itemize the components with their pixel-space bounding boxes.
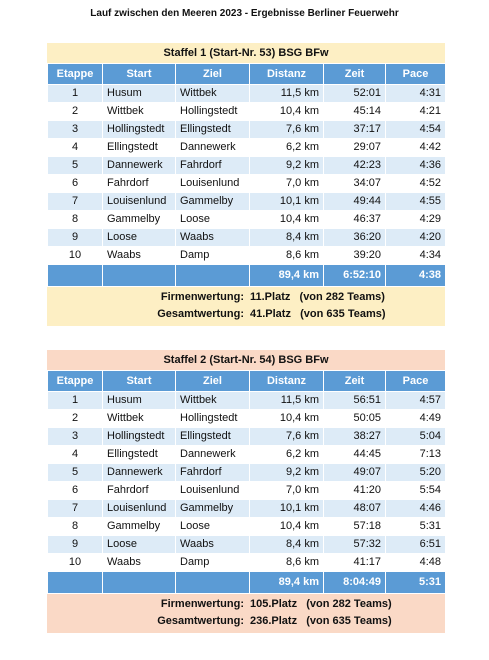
cell-etappe: 5 bbox=[48, 157, 103, 175]
firmenwertung-label: Firmenwertung: bbox=[160, 598, 244, 610]
cell-start: Waabs bbox=[103, 554, 176, 572]
col-distanz: Distanz bbox=[250, 371, 324, 392]
cell-start: Gammelby bbox=[103, 211, 176, 229]
cell-etappe: 10 bbox=[48, 554, 103, 572]
cell-zeit: 52:01 bbox=[324, 85, 386, 103]
total-empty bbox=[48, 572, 103, 594]
table-row bbox=[48, 536, 446, 554]
cell-pace: 5:04 bbox=[386, 428, 446, 446]
cell-zeit: 41:20 bbox=[324, 482, 386, 500]
cell-zeit: 49:07 bbox=[324, 464, 386, 482]
firmenwertung-value: 105.Platz (von 282 Teams) bbox=[250, 598, 392, 610]
total-pace: 4:38 bbox=[386, 265, 446, 287]
relay-1-block bbox=[47, 43, 445, 326]
table-row bbox=[48, 446, 446, 464]
cell-pace: 7:13 bbox=[386, 446, 446, 464]
cell-distanz: 11,5 km bbox=[250, 392, 324, 410]
table-row bbox=[48, 247, 446, 265]
table-row bbox=[48, 193, 446, 211]
table-row bbox=[48, 428, 446, 446]
cell-etappe: 3 bbox=[48, 121, 103, 139]
cell-zeit: 45:14 bbox=[324, 103, 386, 121]
cell-etappe: 7 bbox=[48, 193, 103, 211]
gesamtwertung-label: Gesamtwertung: bbox=[157, 615, 244, 627]
cell-etappe: 9 bbox=[48, 536, 103, 554]
cell-etappe: 2 bbox=[48, 410, 103, 428]
cell-ziel: Dannewerk bbox=[176, 139, 250, 157]
cell-distanz: 8,4 km bbox=[250, 229, 324, 247]
cell-distanz: 10,4 km bbox=[250, 518, 324, 536]
cell-zeit: 56:51 bbox=[324, 392, 386, 410]
cell-start: Wittbek bbox=[103, 410, 176, 428]
cell-etappe: 4 bbox=[48, 446, 103, 464]
cell-etappe: 8 bbox=[48, 518, 103, 536]
table-row bbox=[48, 554, 446, 572]
cell-pace: 4:46 bbox=[386, 500, 446, 518]
total-empty bbox=[103, 572, 176, 594]
gesamtwertung-line bbox=[47, 306, 445, 323]
cell-pace: 4:42 bbox=[386, 139, 446, 157]
col-pace: Pace bbox=[386, 64, 446, 85]
total-row bbox=[48, 265, 446, 287]
col-pace: Pace bbox=[386, 371, 446, 392]
total-empty bbox=[48, 265, 103, 287]
cell-zeit: 34:07 bbox=[324, 175, 386, 193]
total-empty bbox=[103, 265, 176, 287]
cell-etappe: 6 bbox=[48, 482, 103, 500]
cell-etappe: 7 bbox=[48, 500, 103, 518]
cell-distanz: 10,4 km bbox=[250, 211, 324, 229]
page-title: Lauf zwischen den Meeren 2023 - Ergebnisse Berliner Feuerwehr bbox=[90, 8, 399, 19]
cell-etappe: 9 bbox=[48, 229, 103, 247]
cell-etappe: 1 bbox=[48, 85, 103, 103]
cell-distanz: 10,4 km bbox=[250, 410, 324, 428]
table-row bbox=[48, 139, 446, 157]
cell-zeit: 39:20 bbox=[324, 247, 386, 265]
gesamtwertung-line bbox=[47, 613, 445, 630]
gesamtwertung-value: 41.Platz (von 635 Teams) bbox=[250, 308, 386, 320]
cell-ziel: Damp bbox=[176, 247, 250, 265]
cell-distanz: 9,2 km bbox=[250, 157, 324, 175]
total-empty bbox=[176, 572, 250, 594]
cell-pace: 4:54 bbox=[386, 121, 446, 139]
firmenwertung-value: 11.Platz (von 282 Teams) bbox=[250, 291, 385, 303]
cell-distanz: 7,6 km bbox=[250, 428, 324, 446]
total-row bbox=[48, 572, 446, 594]
relay-table bbox=[47, 63, 446, 287]
col-start: Start bbox=[103, 64, 176, 85]
cell-ziel: Wittbek bbox=[176, 392, 250, 410]
cell-ziel: Louisenlund bbox=[176, 482, 250, 500]
firmenwertung-line bbox=[47, 289, 445, 306]
table-row bbox=[48, 482, 446, 500]
cell-etappe: 3 bbox=[48, 428, 103, 446]
cell-distanz: 6,2 km bbox=[250, 446, 324, 464]
cell-ziel: Hollingstedt bbox=[176, 410, 250, 428]
cell-pace: 4:57 bbox=[386, 392, 446, 410]
table-row bbox=[48, 464, 446, 482]
cell-etappe: 6 bbox=[48, 175, 103, 193]
cell-zeit: 44:45 bbox=[324, 446, 386, 464]
cell-zeit: 38:27 bbox=[324, 428, 386, 446]
relay-2-block bbox=[47, 350, 445, 633]
firmenwertung-label: Firmenwertung: bbox=[160, 291, 244, 303]
cell-ziel: Dannewerk bbox=[176, 446, 250, 464]
cell-etappe: 8 bbox=[48, 211, 103, 229]
cell-pace: 4:36 bbox=[386, 157, 446, 175]
cell-start: Loose bbox=[103, 229, 176, 247]
table-row bbox=[48, 121, 446, 139]
cell-pace: 5:54 bbox=[386, 482, 446, 500]
cell-distanz: 10,1 km bbox=[250, 193, 324, 211]
cell-distanz: 7,0 km bbox=[250, 175, 324, 193]
table-row bbox=[48, 229, 446, 247]
col-zeit: Zeit bbox=[324, 64, 386, 85]
total-empty bbox=[176, 265, 250, 287]
total-time: 8:04:49 bbox=[324, 572, 386, 594]
col-etappe: Etappe bbox=[48, 64, 103, 85]
table-row bbox=[48, 85, 446, 103]
cell-start: Ellingstedt bbox=[103, 139, 176, 157]
cell-zeit: 42:23 bbox=[324, 157, 386, 175]
table-row bbox=[48, 175, 446, 193]
cell-ziel: Gammelby bbox=[176, 500, 250, 518]
cell-etappe: 10 bbox=[48, 247, 103, 265]
gesamtwertung-label: Gesamtwertung: bbox=[157, 308, 244, 320]
cell-start: Waabs bbox=[103, 247, 176, 265]
cell-ziel: Gammelby bbox=[176, 193, 250, 211]
table-row bbox=[48, 518, 446, 536]
total-distance: 89,4 km bbox=[250, 572, 324, 594]
cell-zeit: 37:17 bbox=[324, 121, 386, 139]
cell-etappe: 2 bbox=[48, 103, 103, 121]
total-distance: 89,4 km bbox=[250, 265, 324, 287]
cell-zeit: 57:32 bbox=[324, 536, 386, 554]
cell-ziel: Fahrdorf bbox=[176, 157, 250, 175]
header-row bbox=[48, 371, 446, 392]
cell-pace: 4:52 bbox=[386, 175, 446, 193]
col-zeit: Zeit bbox=[324, 371, 386, 392]
cell-distanz: 7,6 km bbox=[250, 121, 324, 139]
relay-title: Staffel 2 (Start-Nr. 54) BSG BFw bbox=[47, 350, 445, 370]
cell-distanz: 7,0 km bbox=[250, 482, 324, 500]
col-ziel: Ziel bbox=[176, 371, 250, 392]
cell-etappe: 5 bbox=[48, 464, 103, 482]
cell-start: Fahrdorf bbox=[103, 175, 176, 193]
cell-zeit: 36:20 bbox=[324, 229, 386, 247]
cell-pace: 4:49 bbox=[386, 410, 446, 428]
table-row bbox=[48, 392, 446, 410]
cell-pace: 5:31 bbox=[386, 518, 446, 536]
col-start: Start bbox=[103, 371, 176, 392]
cell-start: Wittbek bbox=[103, 103, 176, 121]
cell-zeit: 50:05 bbox=[324, 410, 386, 428]
cell-start: Gammelby bbox=[103, 518, 176, 536]
cell-ziel: Loose bbox=[176, 211, 250, 229]
table-row bbox=[48, 410, 446, 428]
cell-ziel: Damp bbox=[176, 554, 250, 572]
gesamtwertung-value: 236.Platz (von 635 Teams) bbox=[250, 615, 392, 627]
col-ziel: Ziel bbox=[176, 64, 250, 85]
cell-ziel: Ellingstedt bbox=[176, 121, 250, 139]
cell-start: Loose bbox=[103, 536, 176, 554]
cell-pace: 4:29 bbox=[386, 211, 446, 229]
col-etappe: Etappe bbox=[48, 371, 103, 392]
cell-start: Louisenlund bbox=[103, 193, 176, 211]
ranking-box bbox=[47, 594, 445, 633]
cell-start: Hollingstedt bbox=[103, 428, 176, 446]
cell-pace: 6:51 bbox=[386, 536, 446, 554]
total-pace: 5:31 bbox=[386, 572, 446, 594]
ranking-box bbox=[47, 287, 445, 326]
cell-zeit: 49:44 bbox=[324, 193, 386, 211]
table-row bbox=[48, 500, 446, 518]
cell-distanz: 8,6 km bbox=[250, 247, 324, 265]
cell-pace: 4:20 bbox=[386, 229, 446, 247]
cell-distanz: 10,1 km bbox=[250, 500, 324, 518]
cell-ziel: Ellingstedt bbox=[176, 428, 250, 446]
cell-etappe: 1 bbox=[48, 392, 103, 410]
cell-distanz: 10,4 km bbox=[250, 103, 324, 121]
cell-distanz: 11,5 km bbox=[250, 85, 324, 103]
total-time: 6:52:10 bbox=[324, 265, 386, 287]
cell-start: Husum bbox=[103, 85, 176, 103]
cell-pace: 4:31 bbox=[386, 85, 446, 103]
cell-distanz: 6,2 km bbox=[250, 139, 324, 157]
cell-zeit: 46:37 bbox=[324, 211, 386, 229]
cell-ziel: Loose bbox=[176, 518, 250, 536]
cell-distanz: 8,6 km bbox=[250, 554, 324, 572]
cell-pace: 5:20 bbox=[386, 464, 446, 482]
cell-start: Louisenlund bbox=[103, 500, 176, 518]
header-row bbox=[48, 64, 446, 85]
cell-distanz: 9,2 km bbox=[250, 464, 324, 482]
relay-title: Staffel 1 (Start-Nr. 53) BSG BFw bbox=[47, 43, 445, 63]
cell-pace: 4:34 bbox=[386, 247, 446, 265]
table-row bbox=[48, 103, 446, 121]
firmenwertung-line bbox=[47, 596, 445, 613]
cell-start: Hollingstedt bbox=[103, 121, 176, 139]
cell-start: Husum bbox=[103, 392, 176, 410]
cell-ziel: Fahrdorf bbox=[176, 464, 250, 482]
col-distanz: Distanz bbox=[250, 64, 324, 85]
cell-ziel: Waabs bbox=[176, 536, 250, 554]
cell-pace: 4:48 bbox=[386, 554, 446, 572]
cell-etappe: 4 bbox=[48, 139, 103, 157]
cell-pace: 4:55 bbox=[386, 193, 446, 211]
cell-zeit: 48:07 bbox=[324, 500, 386, 518]
relay-table bbox=[47, 370, 446, 594]
table-row bbox=[48, 211, 446, 229]
cell-ziel: Waabs bbox=[176, 229, 250, 247]
cell-start: Dannewerk bbox=[103, 464, 176, 482]
cell-start: Ellingstedt bbox=[103, 446, 176, 464]
cell-start: Dannewerk bbox=[103, 157, 176, 175]
table-row bbox=[48, 157, 446, 175]
cell-distanz: 8,4 km bbox=[250, 536, 324, 554]
cell-pace: 4:21 bbox=[386, 103, 446, 121]
cell-ziel: Hollingstedt bbox=[176, 103, 250, 121]
cell-ziel: Wittbek bbox=[176, 85, 250, 103]
cell-start: Fahrdorf bbox=[103, 482, 176, 500]
cell-zeit: 41:17 bbox=[324, 554, 386, 572]
cell-zeit: 29:07 bbox=[324, 139, 386, 157]
cell-zeit: 57:18 bbox=[324, 518, 386, 536]
cell-ziel: Louisenlund bbox=[176, 175, 250, 193]
